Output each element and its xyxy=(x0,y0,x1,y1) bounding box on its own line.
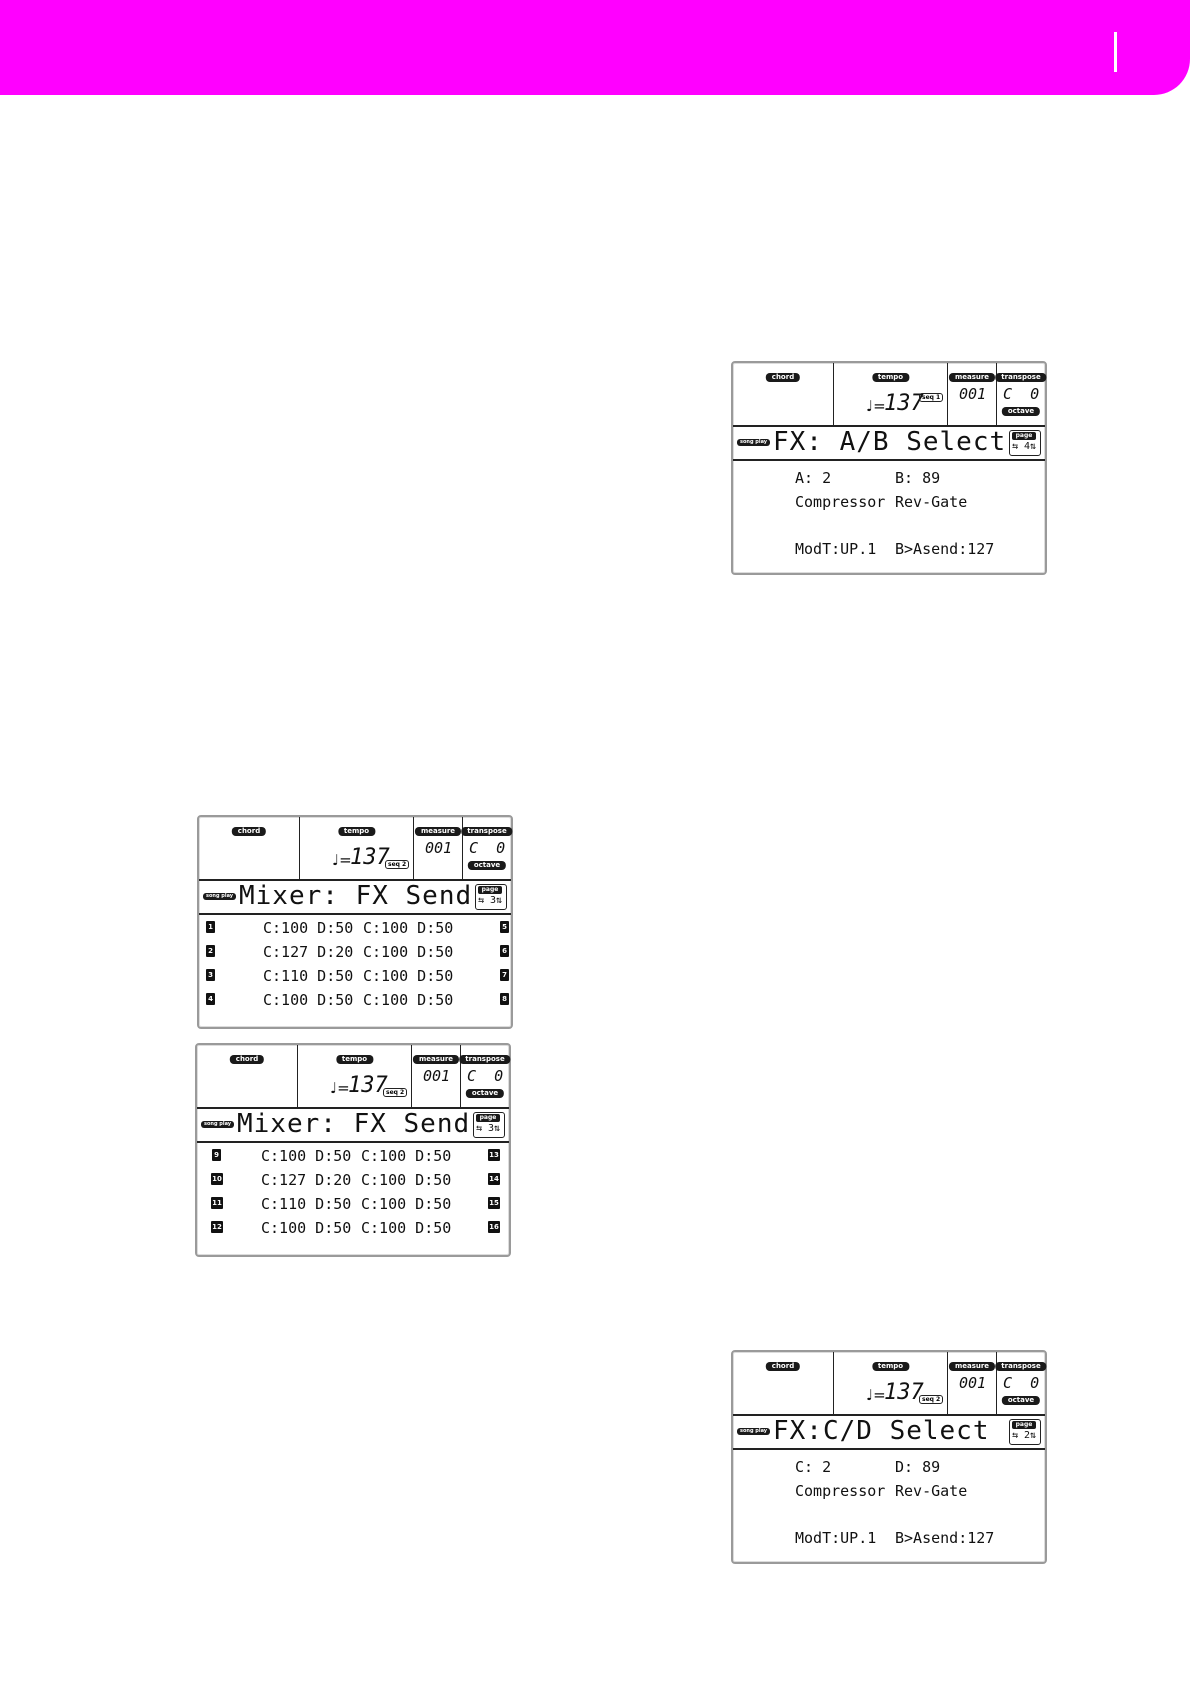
status-row xyxy=(733,1352,1045,1416)
fx-d-name: Rev-Gate xyxy=(895,1482,968,1500)
channel-number: 4 xyxy=(206,993,215,1005)
title-row xyxy=(199,879,511,915)
mod-trigger: ModT:UP.1 xyxy=(795,1529,877,1547)
channel-send-right: C:100 D:50 xyxy=(363,943,454,961)
fx-b-number: B: 89 xyxy=(895,469,941,487)
transpose-tag: transpose xyxy=(995,373,1046,382)
seq-indicator: seq 2 xyxy=(919,1395,943,1404)
fx-c-name: Compressor xyxy=(795,1482,886,1500)
octave-tag: octave xyxy=(1002,407,1040,416)
channel-number: 9 xyxy=(212,1149,221,1161)
page-title: FX: A/B Select xyxy=(773,427,1007,457)
channel-send-left: C:100 D:50 xyxy=(261,1147,352,1165)
channel-number: 2 xyxy=(206,945,215,957)
page-number: ⇆ 3⇅ xyxy=(476,1123,501,1134)
fx-a-number: A: 2 xyxy=(795,469,832,487)
channel-number: 16 xyxy=(489,1223,499,1231)
channel-number: 3 xyxy=(206,969,215,981)
seq-indicator: seq 1 xyxy=(919,393,943,402)
channel-send-left: C:100 D:50 xyxy=(261,1219,352,1237)
mod-trigger: ModT:UP.1 xyxy=(795,540,877,558)
channel-send-left: C:100 D:50 xyxy=(263,991,354,1009)
status-row xyxy=(197,1045,509,1109)
fx-a-name: Compressor xyxy=(795,493,886,511)
page-indicator xyxy=(1009,430,1041,456)
transpose-value: C 0 xyxy=(1003,385,1040,403)
channel-send-right: C:100 D:50 xyxy=(363,919,454,937)
status-row xyxy=(199,817,511,881)
channel-number: 5 xyxy=(500,921,509,933)
measure-tag: measure xyxy=(413,1055,459,1064)
title-row xyxy=(733,425,1045,461)
channel-send-right: C:100 D:50 xyxy=(361,1219,452,1237)
note-icon: ♩= xyxy=(866,397,886,415)
fx-b-name: Rev-Gate xyxy=(895,493,968,511)
measure-tag: measure xyxy=(415,827,461,836)
chord-cell xyxy=(733,1352,834,1414)
page-number: ⇆ 2⇅ xyxy=(1012,1430,1037,1441)
note-icon: ♩= xyxy=(866,1386,886,1404)
seq-indicator: seq 2 xyxy=(385,860,409,869)
title-row xyxy=(733,1414,1045,1450)
channel-send-left: C:110 D:50 xyxy=(261,1195,352,1213)
chord-cell xyxy=(199,817,300,879)
transpose-tag: transpose xyxy=(459,1055,510,1064)
transpose-cell xyxy=(997,1352,1045,1414)
channel-number: 6 xyxy=(500,945,509,957)
transpose-cell xyxy=(997,363,1045,425)
page-tag: page xyxy=(478,886,502,894)
page-tag: page xyxy=(1012,1421,1036,1429)
measure-value: 001 xyxy=(423,1067,451,1085)
mode-tag: song play xyxy=(203,893,236,900)
octave-tag: octave xyxy=(466,1089,504,1098)
channel-number: 14 xyxy=(489,1175,499,1183)
tempo-value: 137 xyxy=(348,1073,388,1098)
channel-number: 11 xyxy=(212,1199,222,1207)
header-marker xyxy=(1114,32,1117,72)
tempo-tag: tempo xyxy=(336,1055,373,1064)
channel-send-left: C:127 D:20 xyxy=(261,1171,352,1189)
page-title: FX:C/D Select xyxy=(773,1416,990,1446)
mode-tag: song play xyxy=(201,1121,234,1128)
chord-tag: chord xyxy=(766,1362,800,1371)
measure-value: 001 xyxy=(425,839,453,857)
channel-number: 13 xyxy=(489,1151,499,1159)
transpose-cell xyxy=(463,817,511,879)
page-indicator xyxy=(475,884,507,910)
tempo-value: 137 xyxy=(884,391,924,416)
channel-number: 1 xyxy=(206,921,215,933)
channel-send-left: C:110 D:50 xyxy=(263,967,354,985)
chord-cell xyxy=(197,1045,298,1107)
measure-cell xyxy=(412,1045,461,1107)
measure-tag: measure xyxy=(949,1362,995,1371)
tempo-value: 137 xyxy=(350,845,390,870)
chord-tag: chord xyxy=(230,1055,264,1064)
octave-tag: octave xyxy=(468,861,506,870)
measure-cell xyxy=(414,817,463,879)
lcd-mixer-fx-send-1 xyxy=(197,815,513,1029)
page-tag: page xyxy=(1012,432,1036,440)
note-icon: ♩= xyxy=(332,851,352,869)
measure-cell xyxy=(948,363,997,425)
page-title: Mixer: FX Send xyxy=(237,1109,471,1139)
page-number: ⇆ 4⇅ xyxy=(1012,441,1037,452)
octave-tag: octave xyxy=(1002,1396,1040,1405)
lcd-fx-ab-select xyxy=(731,361,1047,575)
page-title: Mixer: FX Send xyxy=(239,881,473,911)
transpose-cell xyxy=(461,1045,509,1107)
channel-number: 7 xyxy=(500,969,509,981)
transpose-value: C 0 xyxy=(1003,1374,1040,1392)
chord-tag: chord xyxy=(766,373,800,382)
channel-send-right: C:100 D:50 xyxy=(361,1195,452,1213)
transpose-value: C 0 xyxy=(469,839,506,857)
chord-tag: chord xyxy=(232,827,266,836)
channel-number: 8 xyxy=(500,993,509,1005)
page-indicator xyxy=(473,1112,505,1138)
tempo-tag: tempo xyxy=(338,827,375,836)
page-indicator xyxy=(1009,1419,1041,1445)
transpose-tag: transpose xyxy=(995,1362,1046,1371)
measure-value: 001 xyxy=(959,1374,987,1392)
mode-tag: song play xyxy=(737,439,770,446)
transpose-tag: transpose xyxy=(461,827,512,836)
page-tag: page xyxy=(476,1114,500,1122)
title-row xyxy=(197,1107,509,1143)
measure-tag: measure xyxy=(949,373,995,382)
note-icon: ♩= xyxy=(330,1079,350,1097)
measure-value: 001 xyxy=(959,385,987,403)
lcd-mixer-fx-send-2 xyxy=(195,1043,511,1257)
fx-c-number: C: 2 xyxy=(795,1458,832,1476)
chord-cell xyxy=(733,363,834,425)
seq-indicator: seq 2 xyxy=(383,1088,407,1097)
tempo-cell xyxy=(834,363,948,425)
b-to-a-send: B>Asend:127 xyxy=(895,540,995,558)
measure-cell xyxy=(948,1352,997,1414)
fx-d-number: D: 89 xyxy=(895,1458,941,1476)
tempo-value: 137 xyxy=(884,1380,924,1405)
tempo-tag: tempo xyxy=(872,373,909,382)
channel-number: 10 xyxy=(212,1175,222,1183)
channel-send-left: C:127 D:20 xyxy=(263,943,354,961)
tempo-tag: tempo xyxy=(872,1362,909,1371)
tempo-cell xyxy=(834,1352,948,1414)
lcd-fx-cd-select xyxy=(731,1350,1047,1564)
channel-send-left: C:100 D:50 xyxy=(263,919,354,937)
channel-send-right: C:100 D:50 xyxy=(361,1171,452,1189)
page-number: ⇆ 3⇅ xyxy=(478,895,503,906)
status-row xyxy=(733,363,1045,427)
channel-number: 12 xyxy=(212,1223,222,1231)
tempo-cell xyxy=(300,817,414,879)
transpose-value: C 0 xyxy=(467,1067,504,1085)
header-bar xyxy=(0,0,1190,95)
tempo-cell xyxy=(298,1045,412,1107)
channel-send-right: C:100 D:50 xyxy=(363,967,454,985)
channel-send-right: C:100 D:50 xyxy=(361,1147,452,1165)
b-to-a-send: B>Asend:127 xyxy=(895,1529,995,1547)
channel-send-right: C:100 D:50 xyxy=(363,991,454,1009)
channel-number: 15 xyxy=(489,1199,499,1207)
mode-tag: song play xyxy=(737,1428,770,1435)
